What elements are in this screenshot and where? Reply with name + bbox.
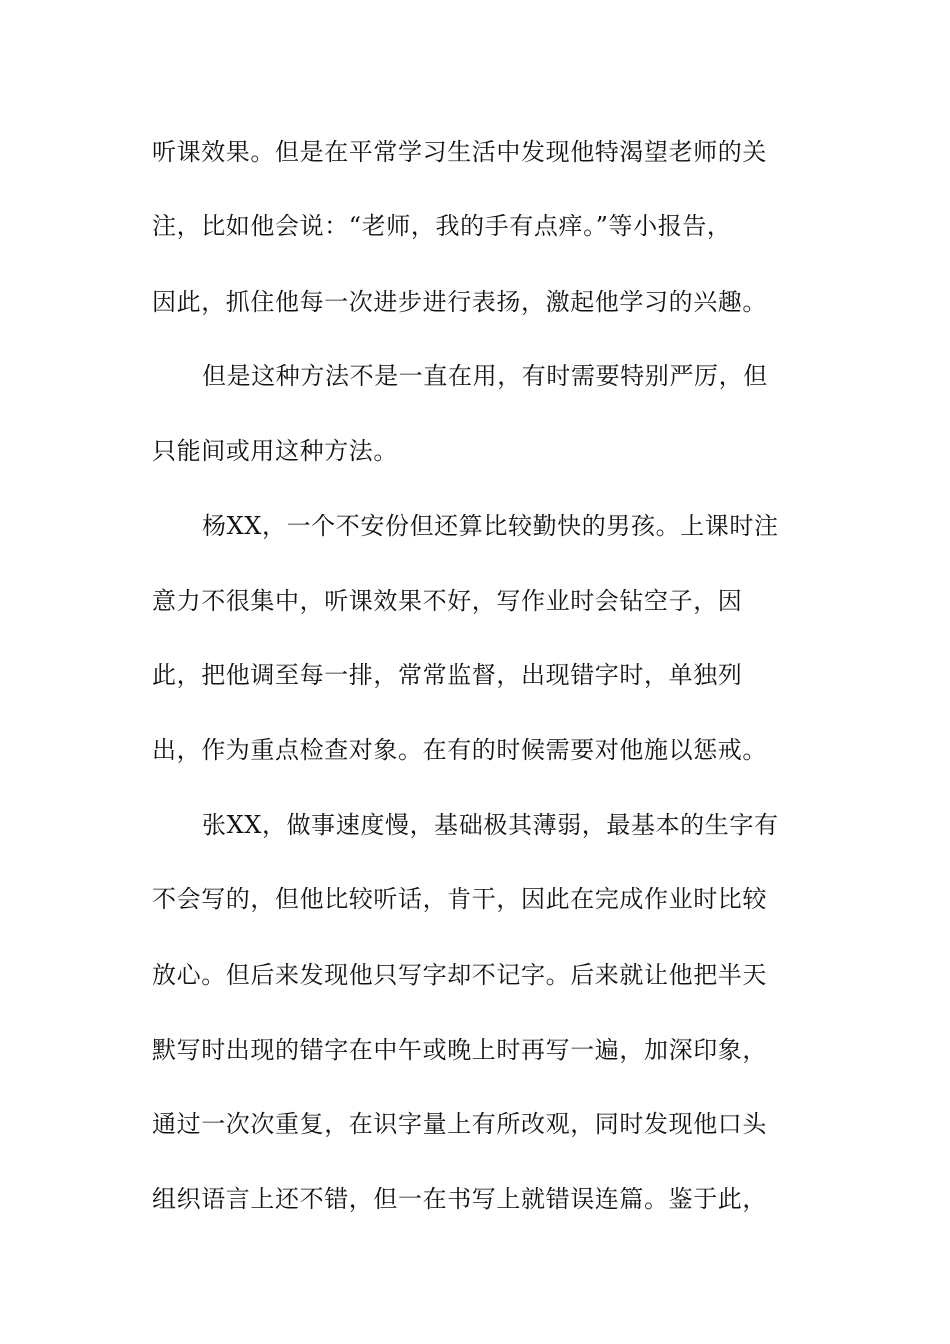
text-line: 注，比如他会说：“老师，我的手有点痒。”等小报告， — [152, 212, 732, 240]
paragraph-start-line: 但是这种方法不是一直在用，有时需要特别严厉，但 — [202, 362, 768, 390]
text-line: 放心。但后来发现他只写字却不记字。后来就让他把半天 — [152, 961, 767, 989]
text-line: 通过一次次重复，在识字量上有所改观，同时发现他口头 — [152, 1110, 767, 1138]
text-line: 组织语言上还不错，但一在书写上就错误连篇。鉴于此， — [152, 1185, 767, 1213]
text-line: 默写时出现的错字在中午或晚上时再写一遍，加深印象， — [152, 1036, 767, 1064]
text-line: 听课效果。但是在平常学习生活中发现他特渴望老师的关 — [152, 138, 767, 166]
text-line: 不会写的，但他比较听话，肯干，因此在完成作业时比较 — [152, 885, 767, 913]
text-line: 此，把他调至每一排，常常监督，出现错字时，单独列 — [152, 661, 743, 689]
paragraph-start-line: 杨XX，一个不安份但还算比较勤快的男孩。上课时注 — [202, 512, 779, 540]
paragraph-start-line: 张XX，做事速度慢，基础极其薄弱，最基本的生字有 — [202, 811, 779, 839]
text-line: 只能间或用这种方法。 — [152, 437, 398, 465]
text-line: 意力不很集中，听课效果不好，写作业时会钻空子，因 — [152, 587, 743, 615]
text-line: 因此，抓住他每一次进步进行表扬，激起他学习的兴趣。 — [152, 288, 767, 316]
text-line: 出，作为重点检查对象。在有的时候需要对他施以惩戒。 — [152, 736, 767, 764]
